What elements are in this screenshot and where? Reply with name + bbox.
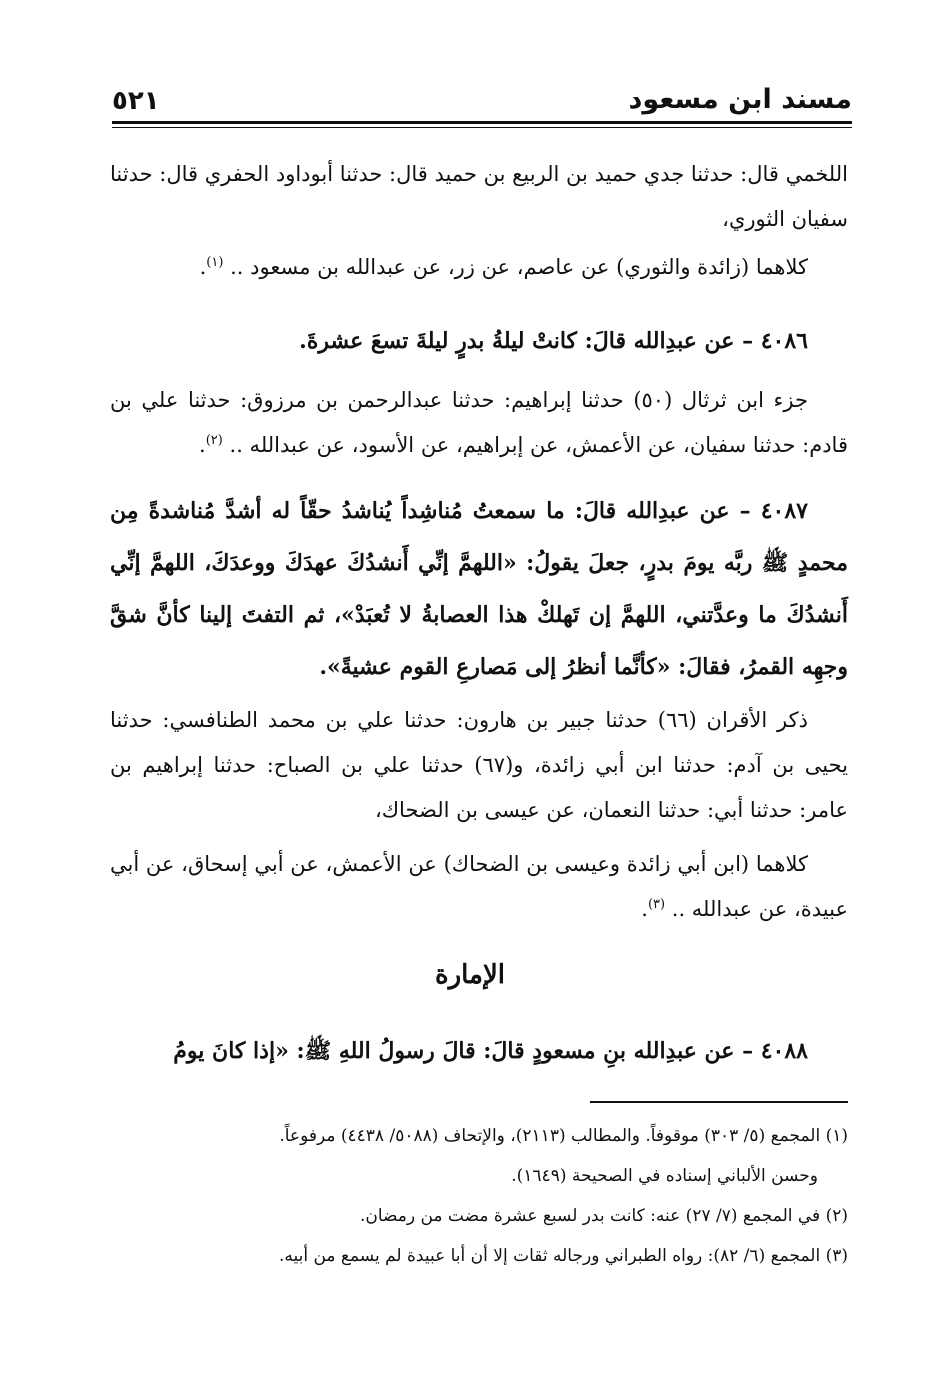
paragraph-chain-1-text: اللخمي قال: حدثنا جدي حميد بن الربيع بن حميد قال: حدثنا أبوداود الحفري قال: حدثنا سفيان الثوري، <box>110 162 848 231</box>
footnote-1-line-2: وحسن الألباني إسناده في الصحيحة (١٦٤٩). <box>511 1166 818 1186</box>
hadith-4087 <box>110 485 848 693</box>
paragraph-source-4087-text: ذكر الأقران (٦٦) حدثنا جبير بن هارون: حدثنا علي بن محمد الطنافسي: حدثنا يحيى بن آدم: حدثنا ابن أبي زائدة، و(٦٧) حدثنا علي بن الصباح: حدثنا إبراهيم بن عامر: حدثنا أبي: حدثنا النعمان، عن عيسى بن الضحاك، <box>110 708 848 822</box>
paragraph-source-4087 <box>110 698 848 833</box>
running-title: مسند ابن مسعود <box>628 84 852 115</box>
page-number: ٥٢١ <box>112 86 160 116</box>
page-header <box>112 84 852 126</box>
header-rule-thick <box>112 121 852 124</box>
paragraph-chain-2-text: كلاهما (زائدة والثوري) عن عاصم، عن زر، عن عبدالله بن مسعود .. <box>230 255 808 279</box>
footnote-2: (٢) في المجمع (٧/ ٢٧) عنه: كانت بدر لسبع عشرة مضت من رمضان. <box>359 1206 848 1226</box>
hadith-4088-text: ٤٠٨٨ – عن عبدِالله بنِ مسعودٍ قالَ: قالَ رسولُ اللهِ ﷺ: «إذا كانَ يومُ <box>173 1038 808 1064</box>
footnote-separator <box>590 1101 848 1103</box>
footnote-ref-1: (١) <box>206 255 224 270</box>
footnote-ref-3: (٣) <box>647 897 666 912</box>
paragraph-source-4086-text: جزء ابن ثرثال (٥٠) حدثنا إبراهيم: حدثنا عبدالرحمن بن مرزوق: حدثنا علي بن قادم: حدثنا سفيان، عن الأعمش، عن إبراهيم، عن الأسود، عن عبدالله .. <box>110 388 848 457</box>
paragraph-chain-1 <box>110 152 848 242</box>
hadith-4086 <box>110 315 848 367</box>
paragraph-source-4086: جزء ابن ثرثال (٥٠) حدثنا إبراهيم: حدثنا عبدالرحمن بن مرزوق: حدثنا علي بن قادم: حدثنا سفيان، عن الأعمش، عن إبراهيم، عن الأسود، عن عبدالله .. $^{(٢)}$. <box>110 388 848 457</box>
paragraph-chain-3: كلاهما (ابن أبي زائدة وعيسى بن الضحاك) عن الأعمش، عن أبي إسحاق، عن أبي عبيدة، عن عبدالله .. $^{(٣)}$. <box>110 852 848 921</box>
hadith-4088 <box>110 1025 848 1077</box>
footnote-3: (٣) المجمع (٦/ ٨٢): رواه الطبراني ورجاله ثقات إلا أن أبا عبيدة لم يسمع من أبيه. <box>278 1246 848 1266</box>
paragraph-chain-3-text: كلاهما (ابن أبي زائدة وعيسى بن الضحاك) عن الأعمش، عن أبي إسحاق، عن أبي عبيدة، عن عبدالله .. <box>110 852 848 921</box>
hadith-4086-text: ٤٠٨٦ – عن عبدِالله قالَ: كانتْ ليلةُ بدرٍ ليلةَ تسعَ عشرةَ. <box>299 328 808 354</box>
hadith-4087-text: ٤٠٨٧ – عن عبدِالله قالَ: ما سمعتُ مُناشِداً يُناشدُ حقّاً له أشدَّ مُناشدةً مِن محمدٍ ﷺ ربَّه يومَ بدرٍ، جعلَ يقولُ: «اللهمَّ إنِّي أَنشدُكَ عهدَكَ ووعدَكَ، اللهمَّ إنِّي أَنشدُكَ ما وعدَّتني، اللهمَّ إن تَهلكْ هذا العصابةُ لا تُعبَدْ»، ثم التفتَ إلينا كأنَّ شقَّ وجهِه القمرُ، فقالَ: «كأنَّما أنظرُ إلى مَصارعِ القوم عشيةً». <box>110 498 849 680</box>
section-title: الإمارة <box>434 960 506 990</box>
footnote-1-line-1: (١) المجمع (٥/ ٣٠٣) موقوفاً. والمطالب (٢١١٣)، والإتحاف (٥٠٨٨/ ٤٤٣٨) مرفوعاً. <box>279 1126 848 1146</box>
paragraph-chain-2: كلاهما (زائدة والثوري) عن عاصم، عن زر، عن عبدالله بن مسعود .. $^{(١)}$. <box>199 255 808 279</box>
footnote-ref-2: (٢) <box>205 433 223 448</box>
header-rule-thin <box>112 127 852 128</box>
footnote-1 <box>110 1116 848 1196</box>
